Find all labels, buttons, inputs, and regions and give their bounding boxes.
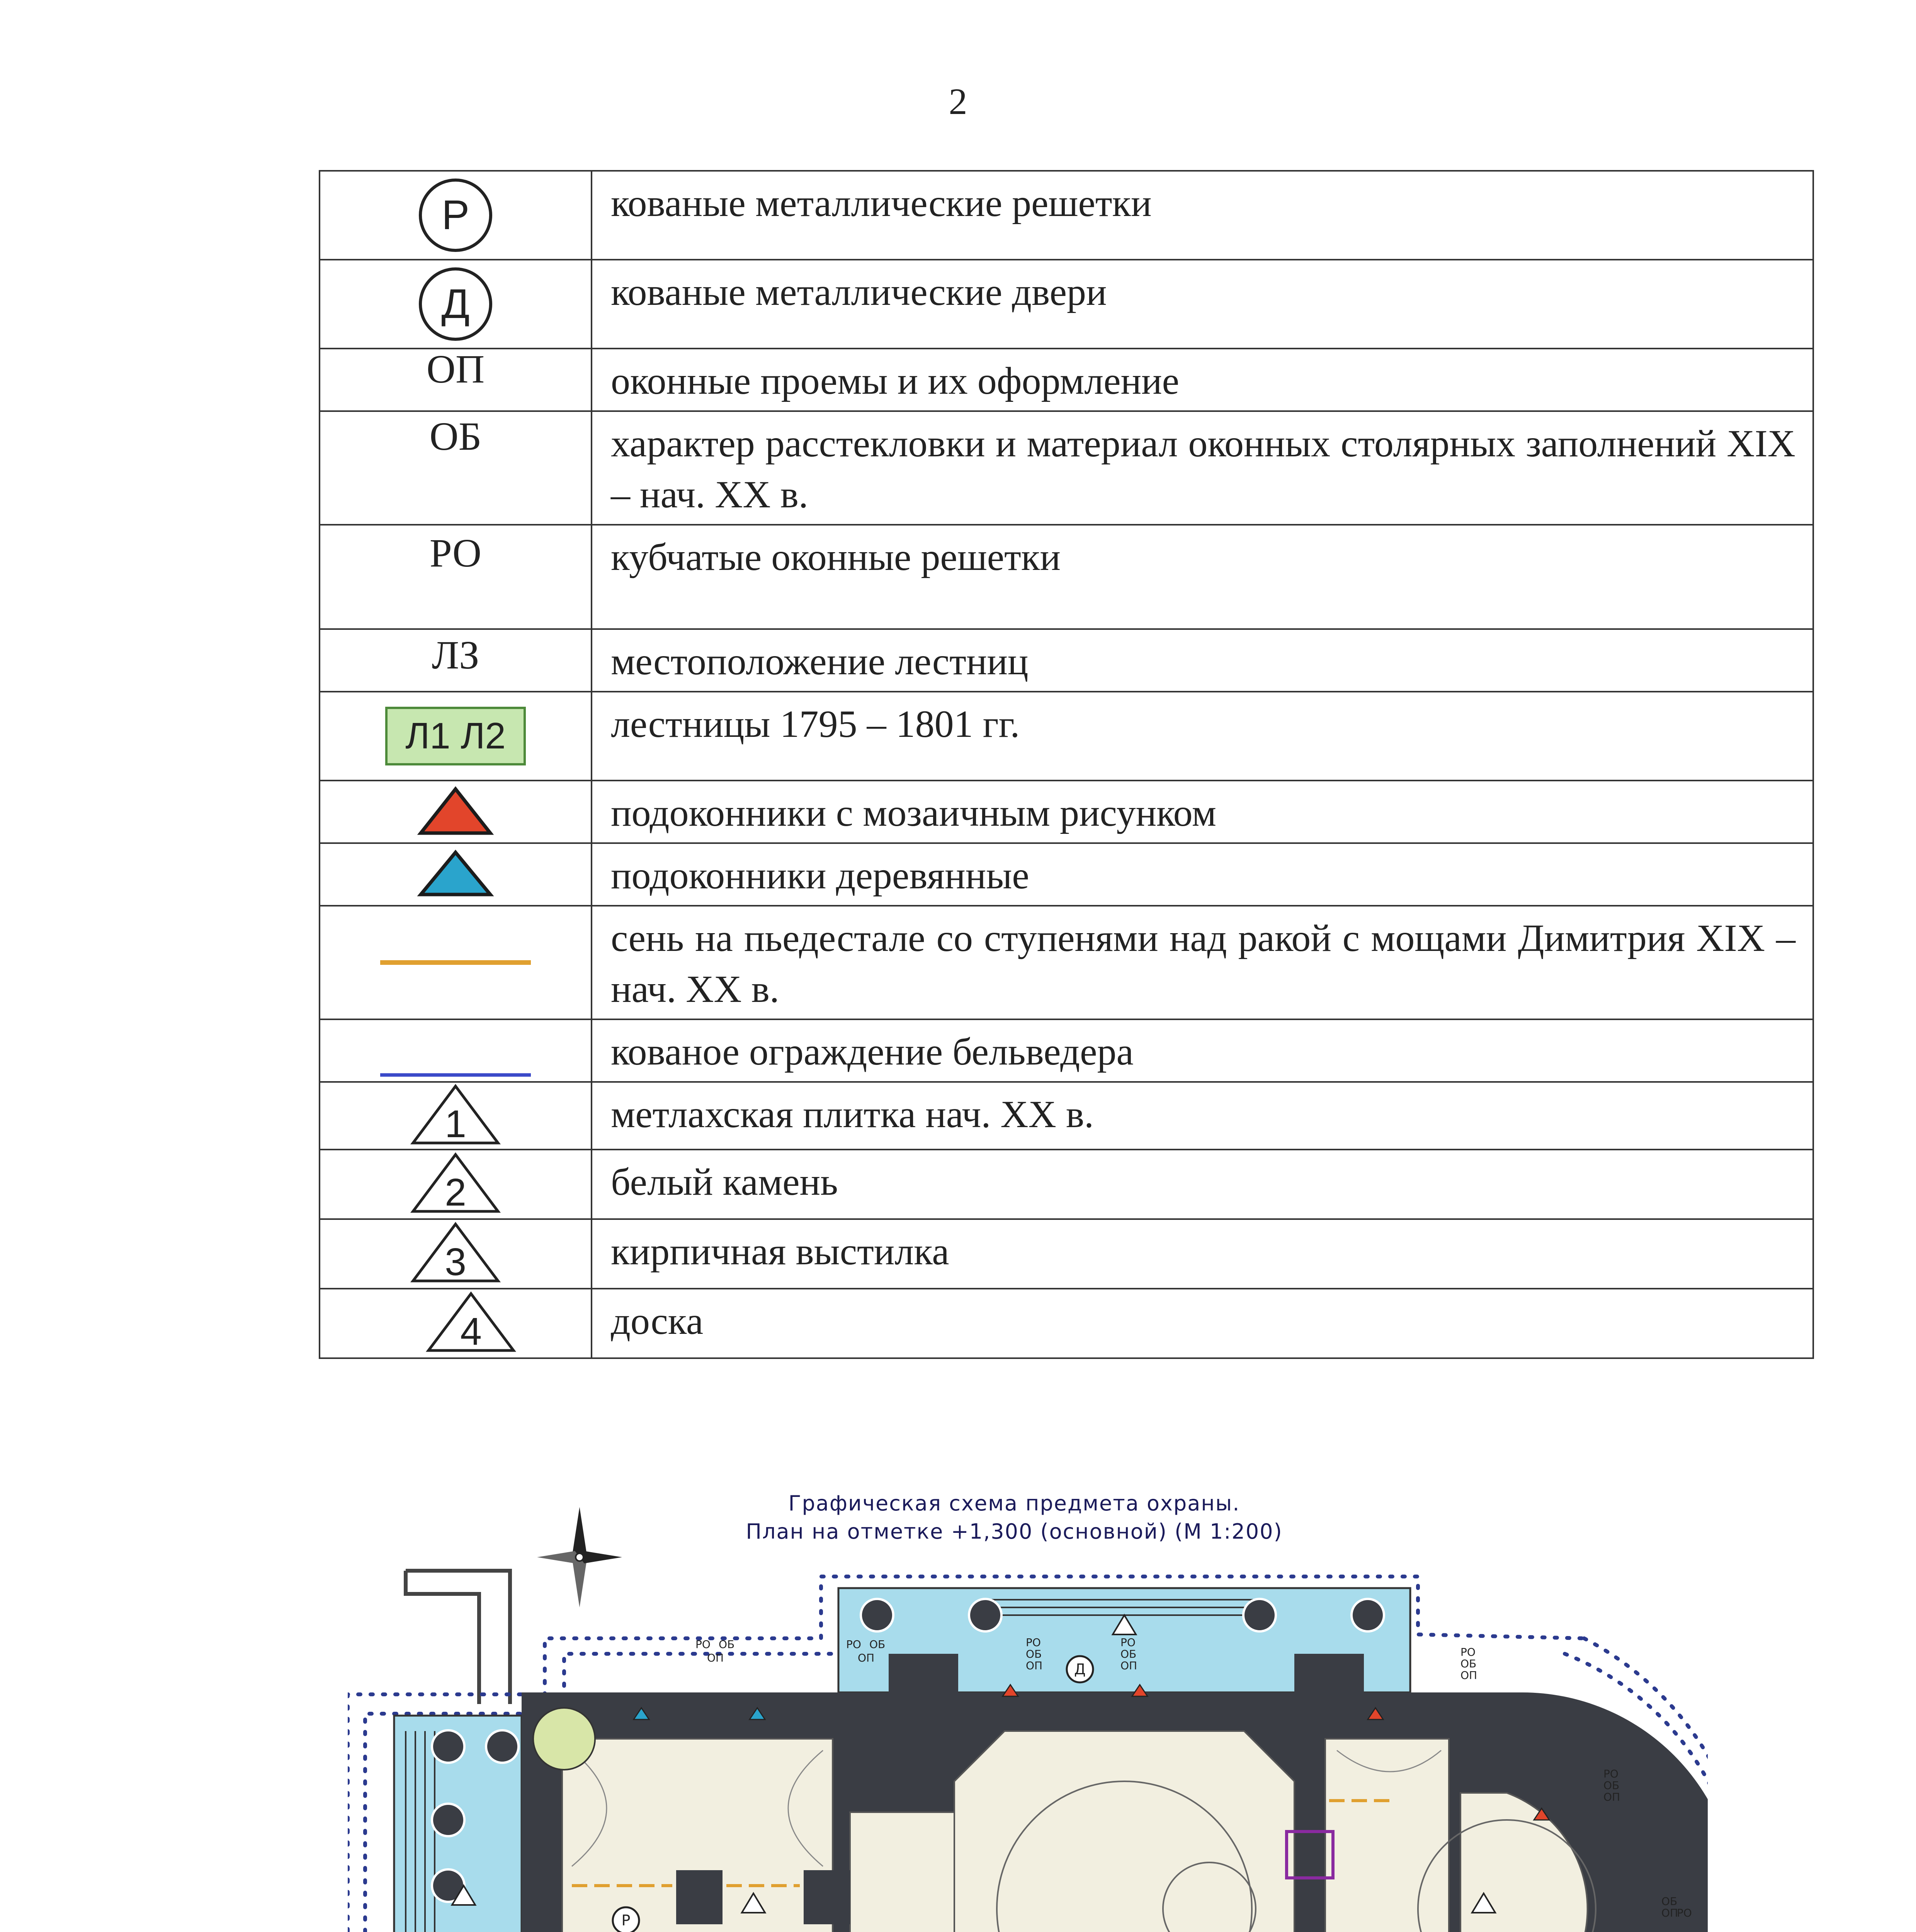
floor-type-number: 4 <box>460 1310 482 1353</box>
legend-row <box>320 1150 1813 1219</box>
floor-tile-2-icon <box>409 1151 502 1215</box>
legend-row <box>320 171 1813 260</box>
glazing-label: ОБ <box>1460 1657 1477 1670</box>
legend-text: метлахская плитка нач. XX в. <box>592 1082 1813 1150</box>
legend-symbol-cell <box>320 260 592 349</box>
floor-tile-1-icon <box>409 1083 502 1147</box>
legend-symbol-cell <box>320 349 592 411</box>
plan-title-line: Графическая схема предмета охраны. <box>788 1491 1240 1515</box>
grille-label: РО <box>1677 1906 1692 1919</box>
opening-label: ОП <box>707 1651 724 1664</box>
legend-text: кованое ограждение бельведера <box>592 1019 1813 1082</box>
page-number: 2 <box>949 81 967 122</box>
legend-text: доска <box>592 1289 1813 1358</box>
glazing-label: ОБ <box>869 1638 886 1651</box>
legend-text: подоконники с мозаичным рисунком <box>592 781 1813 843</box>
legend-text: кованые металлические решетки <box>592 171 1813 260</box>
legend-symbol-cell <box>320 1289 592 1358</box>
glazing-label: ОБ <box>1026 1648 1042 1660</box>
grille-label: РО <box>846 1638 861 1651</box>
door-mark: Д <box>1074 1661 1086 1678</box>
grille-label: РО <box>695 1638 711 1651</box>
glazing-label: ОБ <box>1120 1648 1137 1660</box>
legend-symbol-cell <box>320 1019 592 1082</box>
legend-symbol-cell <box>320 629 592 692</box>
opening-label: ОП <box>1603 1791 1620 1803</box>
legend-symbol-cell <box>320 1082 592 1150</box>
legend-symbol-cell <box>320 1219 592 1289</box>
legend-code: ОП <box>426 347 485 391</box>
grate-mark: Р <box>621 1912 631 1929</box>
legend-text: белый камень <box>592 1150 1813 1219</box>
legend-text: характер расстекловки и материал оконных столярных заполнений XIX – нач. XX в. <box>592 411 1813 525</box>
legend-symbol-cell <box>320 692 592 781</box>
legend-text: подоконники деревянные <box>592 843 1813 906</box>
grille-label: РО <box>1603 1767 1618 1780</box>
orange-line-icon <box>378 957 533 968</box>
legend-text: местоположение лестниц <box>592 629 1813 692</box>
legend-code: ОБ <box>429 414 482 459</box>
legend-row <box>320 349 1813 411</box>
glazing-label: ОБ <box>1661 1895 1678 1908</box>
legend-symbol-cell <box>320 781 592 843</box>
compass-icon <box>537 1507 622 1607</box>
legend-code: ЛЗ <box>432 633 479 677</box>
legend-symbol-cell <box>320 906 592 1019</box>
red-triangle-icon <box>417 786 494 836</box>
floor-type-number: 3 <box>445 1240 466 1284</box>
legend-text: кирпичная выстилка <box>592 1219 1813 1289</box>
opening-label: ОП <box>1661 1906 1678 1919</box>
legend-row <box>320 629 1813 692</box>
stairs-1795-badge: Л1 Л2 <box>385 707 525 765</box>
legend-text: сень на пьедестале со ступенями над ракой с мощами Димитрия XIX – нач. XX в. <box>592 906 1813 1019</box>
legend-symbol-cell <box>320 525 592 629</box>
legend-row <box>320 843 1813 906</box>
opening-label: ОП <box>1120 1659 1137 1672</box>
legend-symbol-cell <box>320 171 592 260</box>
glazing-label: ОБ <box>719 1638 735 1651</box>
blue-line-icon <box>378 1071 533 1079</box>
legend-row <box>320 906 1813 1019</box>
legend-symbol-cell <box>320 1150 592 1219</box>
grille-label: РО <box>1026 1636 1041 1649</box>
floor-type-number: 1 <box>445 1102 466 1146</box>
legend-text: кубчатые оконные решетки <box>592 525 1813 629</box>
opening-label: ОП <box>1460 1669 1477 1682</box>
legend-row <box>320 525 1813 629</box>
legend-row <box>320 1219 1813 1289</box>
legend-text: оконные проемы и их оформление <box>592 349 1813 411</box>
grate-circle-icon: Р <box>419 179 492 252</box>
tower-outline <box>406 1571 510 1704</box>
legend-table <box>319 170 1814 1359</box>
grille-label: РО <box>1460 1646 1476 1658</box>
legend-row <box>320 781 1813 843</box>
glazing-label: ОБ <box>1603 1779 1620 1792</box>
floor-tile-4-icon <box>425 1291 517 1354</box>
plan-title-line: План на отметке +1,300 (основной) (М 1:200) <box>746 1519 1283 1544</box>
legend-row <box>320 1082 1813 1150</box>
legend-row <box>320 692 1813 781</box>
opening-label: ОП <box>1026 1659 1043 1672</box>
opening-label: ОП <box>858 1651 875 1664</box>
legend-row <box>320 260 1813 349</box>
grille-label: РО <box>1120 1636 1136 1649</box>
legend-symbol-cell <box>320 411 592 525</box>
legend-symbol-cell <box>320 843 592 906</box>
legend-row <box>320 411 1813 525</box>
floor-tile-3-icon <box>409 1221 502 1285</box>
legend-text: кованые металлические двери <box>592 260 1813 349</box>
door-circle-icon: Д <box>419 267 492 341</box>
legend-text: лестницы 1795 – 1801 гг. <box>592 692 1813 781</box>
legend-row <box>320 1289 1813 1358</box>
legend-row <box>320 1019 1813 1082</box>
legend-code: РО <box>429 531 482 575</box>
floor-type-number: 2 <box>445 1171 466 1214</box>
floor-plan <box>348 1499 1708 1932</box>
blue-triangle-icon <box>417 849 494 898</box>
